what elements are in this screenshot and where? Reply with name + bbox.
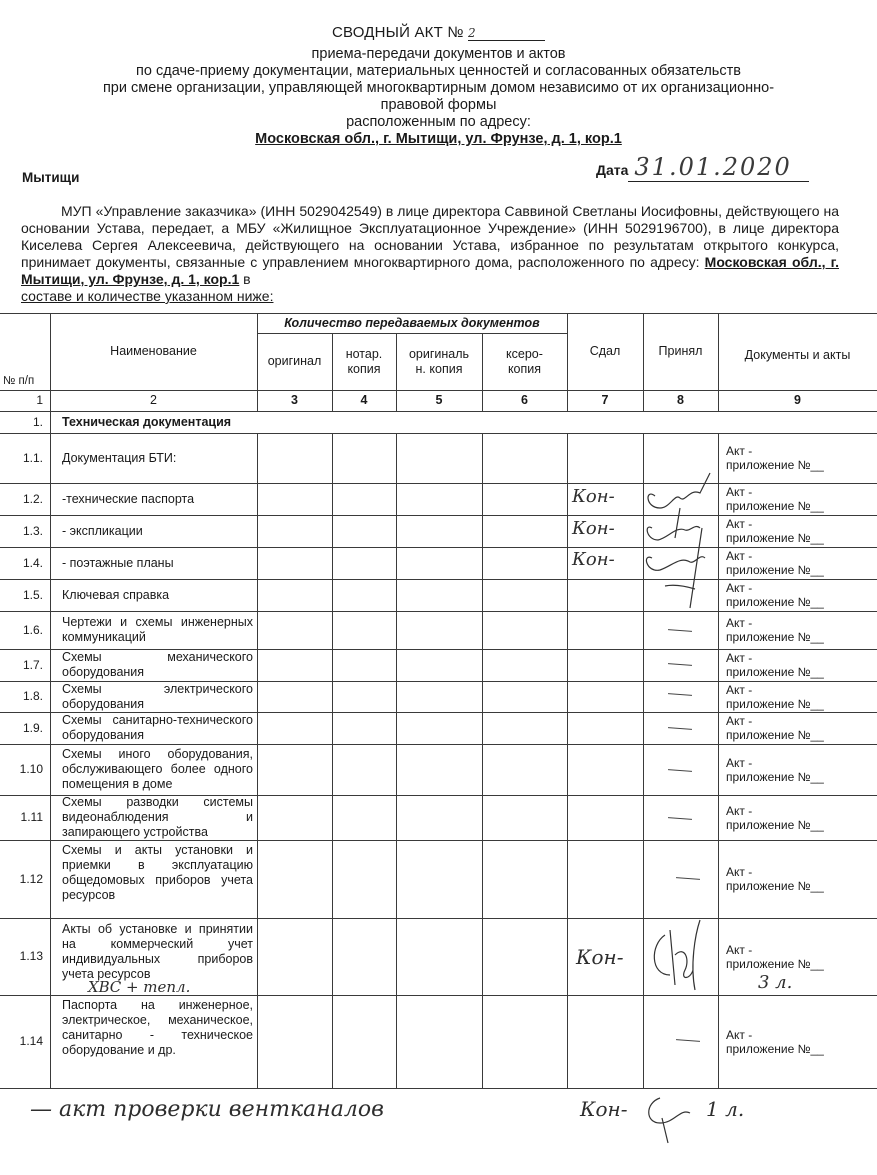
row-num: 1.6. [22,622,43,637]
header-original: оригинал [267,354,322,368]
header-received: Принял [658,344,703,358]
header-quantity-group: Количество передаваемых документов [284,315,540,330]
colnum-3: 3 [291,393,298,407]
row-note: 3 л. [758,972,793,993]
akt-cell: Акт - приложение №__ [726,651,824,679]
row-num: 1.4. [22,555,43,570]
row-num: 1.11 [20,810,43,824]
act-number: 2 [468,26,545,41]
colnum-4: 4 [360,393,368,407]
row-name: Чертежи и схемы инженерных коммуникаций [62,615,253,644]
intro-paragraph: МУП «Управление заказчика» (ИНН 5029042549) в лице директора Саввиной Светланы Иосифовны, действующего на основании Устава, передает, а МБУ «Жилищное Эксплуатационное Учреждение» (ИНН 5029196700), в лице директора Киселева Сергея Алексеевича, действующего на основании Устава, избранное по результатам открытого конкурса, принимает документы, связанные с управлением многоквартирного дома, расположенного по адресу: Московская обл., г. Мытищи, ул. Фрунзе, д. 1, кор.1 в составе и количестве указанном ниже: [21,203,839,304]
row-name: Схемы механического оборудования [62,650,253,679]
header-original-copy: оригиналь н. копия [408,346,470,376]
row-name: -технические паспорта [62,491,195,506]
header-handed: Сдал [589,344,621,358]
colnum-1: 1 [36,393,43,407]
city: Мытищи [22,170,80,185]
akt-cell: Акт - приложение №__ [726,581,824,609]
handed-signature: Кон- [572,549,615,570]
footer-signature-icon [640,1088,700,1148]
akt-cell: Акт - приложение №__ [726,485,824,513]
received-signature-icon [645,915,715,995]
row-num: 1.1. [22,450,43,465]
subtitle-line-2: по сдаче-приему документации, материальных ценностей и согласованных обязательств [136,63,741,79]
intro-last-line: составе и количестве указанном ниже: [21,288,274,304]
akt-cell: Акт - приложение №__ [726,1027,824,1056]
akt-cell: Акт - приложение №__ [726,517,824,545]
header-num: № п/п [3,374,35,387]
row-num: 1.9. [22,720,43,735]
colnum-6: 6 [521,393,528,407]
subtitle-line-4: правовой формы [380,97,497,113]
colnum-5: 5 [435,393,443,407]
handed-signature: Кон- [576,945,624,969]
colnum-9: 9 [794,393,801,407]
row-name: Паспорта на инженерное, электрическое, механическое, санитарно - техническое оборудование и др. [62,998,253,1057]
akt-cell: Акт - приложение №__ [726,616,824,644]
row-num: 1.10 [19,762,43,776]
row-name: - поэтажные планы [62,555,174,570]
footer-pages: 1 л. [706,1097,745,1121]
subtitle-line-5: расположенным по адресу: [346,114,531,130]
colnum-7: 7 [601,393,609,407]
section-title: Техническая документация [62,414,232,429]
akt-cell: Акт - приложение №__ [726,865,824,893]
akt-cell: Акт - приложение №__ [726,549,824,577]
date-value: 31.01.2020 [628,153,809,182]
akt-cell: Акт - приложение №__ [726,803,824,832]
header-xerox-copy: ксеро- копия [506,346,543,376]
header-notary-copy: нотар. копия [345,346,383,376]
row-num: 1.8. [22,689,43,703]
header-documents: Документы и акты [744,348,851,362]
date-label: Дата [596,162,629,178]
act-title: СВОДНЫЙ АКТ № 2 [0,24,877,41]
akt-cell: Акт - приложение №__ [726,444,824,472]
footer-note: — акт проверки вентканалов [30,1097,384,1122]
row-name: Документация БТИ: [62,450,177,465]
row-num: 1.3. [22,523,43,538]
intro-address: Московская обл., г. Мытищи, ул. Фрунзе, д. 1, кор.1 [21,254,839,287]
row-name: Схемы санитарно-технического оборудования [62,713,253,742]
akt-cell: Акт - приложение №__ [726,714,824,742]
akt-cell: Акт - приложение №__ [726,682,824,711]
row-name: Схемы иного оборудования, обслуживающего более одного помещения в доме [62,747,253,791]
akt-cell: Акт - приложение №__ [726,942,824,971]
row-name: Схемы разводки системы видеонаблюдения и запирающего устройства [62,795,253,839]
subtitle-line-3: при смене организации, управляющей многоквартирным домом независимо от их организационно- [102,80,775,96]
row-num: 1.7. [22,657,43,672]
date-field [596,153,809,182]
row-name: Схемы электрического оборудования [62,681,253,711]
subtitle-line-1: приема-передачи документов и актов [311,46,566,62]
row-name: Акты об установке и принятии на коммерческий учет индивидуальных приборов учета ресурсов [62,922,253,981]
row-name: Ключевая справка [62,587,170,602]
colnum-8: 8 [677,393,684,407]
row-num: 1.5. [22,587,43,602]
received-signature-icon [640,468,720,618]
footer-handed: Кон- [580,1097,628,1121]
header-name: Наименование [110,344,197,358]
row-num: 1.12 [19,871,43,886]
header-address: Московская обл., г. Мытищи, ул. Фрунзе, д. 1, кор.1 [255,131,622,147]
row-name-note: ХВС + тепл. [88,978,191,996]
handed-signature: Кон- [572,518,615,539]
section-num: 1. [32,414,43,429]
row-num: 1.13 [19,949,43,963]
colnum-2: 2 [150,393,157,407]
row-name: Схемы и акты установки и приемки в эксплуатацию общедомовых приборов учета ресурсов [62,843,253,902]
row-name: - экспликации [62,523,143,538]
akt-cell: Акт - приложение №__ [726,755,824,784]
handed-signature: Кон- [572,486,615,507]
row-num: 1.14 [19,1034,43,1048]
row-num: 1.2. [22,491,43,506]
